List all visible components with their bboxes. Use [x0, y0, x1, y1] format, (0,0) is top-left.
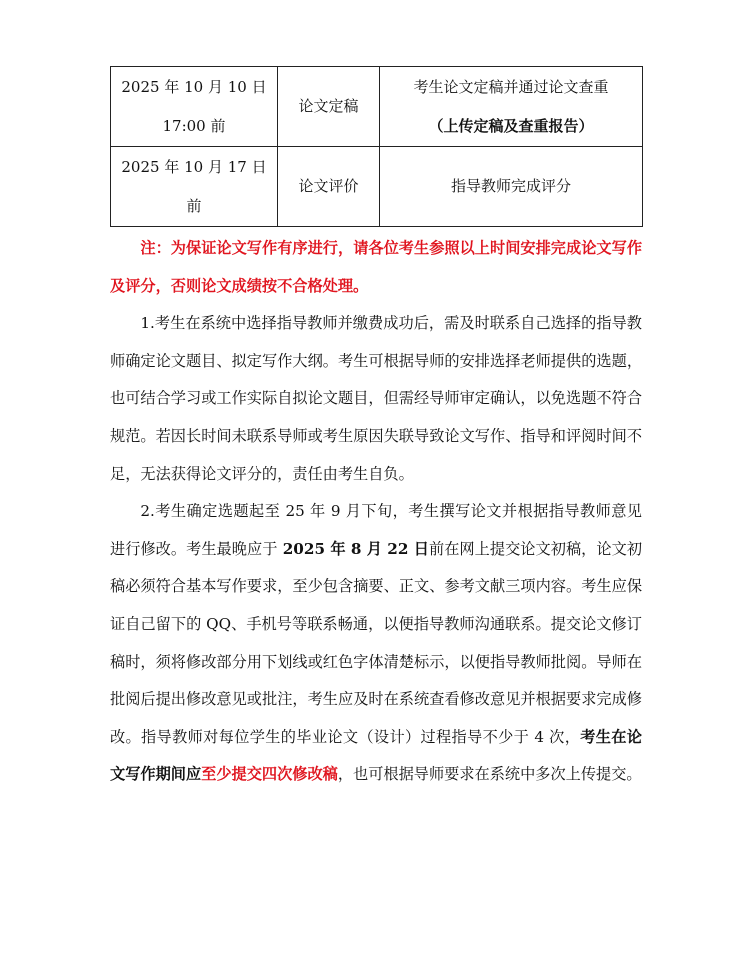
task-cell — [380, 67, 643, 147]
table-row — [111, 147, 643, 227]
date-line: 17:00 前 — [162, 116, 226, 135]
stage-cell: 论文评价 — [278, 147, 380, 227]
body-text — [110, 230, 642, 794]
task-cell — [380, 147, 643, 227]
deadline-date: 2025 年 8 月 22 日 — [277, 539, 429, 558]
task-line: 指导教师完成评分 — [450, 177, 571, 195]
stage-cell: 论文定稿 — [278, 67, 380, 147]
paragraph-2 — [110, 493, 642, 794]
note-paragraph: 注：为保证论文写作有序进行，请各位考生参照以上时间安排完成论文写作及评分，否则论文成绩按不合格处理。 — [110, 239, 642, 295]
red-requirement: 至少提交四次修改稿 — [201, 765, 338, 784]
bold-requirement: 考生在论文写作期间应 — [110, 727, 642, 784]
date-line: 2025 年 10 月 10 日 — [121, 77, 267, 96]
date-cell — [111, 147, 278, 227]
task-line: 考生论文定稿并通过论文查重 — [413, 77, 609, 96]
table-row — [111, 67, 643, 147]
date-line: 2025 年 10 月 17 日 — [121, 157, 267, 176]
paragraph-1: 1.考生在系统中选择指导教师并缴费成功后，需及时联系自己选择的指导教师确定论文题目、拟定写作大纲。考生可根据导师的安排选择老师提供的选题，也可结合学习或工作实际自拟论文题目，但需经导师审定确认，以免选题不符合规范。若因长时间未联系导师或考生原因失联导致论文写作、指导和评阅时间不足，无法获得论文评分的，责任由考生自负。 — [110, 314, 642, 483]
date-cell — [111, 67, 278, 147]
paragraph-2-text: 2.考生确定选题起至 25 年 9 月下旬，考生撰写论文并根据指导教师意见进行修改。考生最晚应于 — [110, 502, 642, 558]
schedule-table — [110, 66, 643, 227]
date-line: 前 — [186, 196, 202, 215]
paragraph-2-text: ，也可根据导师要求在系统中多次上传提交。 — [337, 765, 642, 784]
task-line-bold: （上传定稿及查重报告） — [428, 116, 594, 135]
paragraph-2-text: 前在网上提交论文初稿，论文初稿必须符合基本写作要求，至少包含摘要、正文、参考文献三项内容。考生应保证自己留下的 QQ、手机号等联系畅通，以便指导教师沟通联系。提交论文修订稿时，须将修改部分用下划线或红色字体清楚标示，以便指导教师批阅。导师在批阅后提出修改意见或批注，考生应及时在系统查看修改意见并根据要求完成修改。指导教师对每位学生的毕业论文（设计）过程指导不少于 4 次， — [110, 539, 643, 746]
